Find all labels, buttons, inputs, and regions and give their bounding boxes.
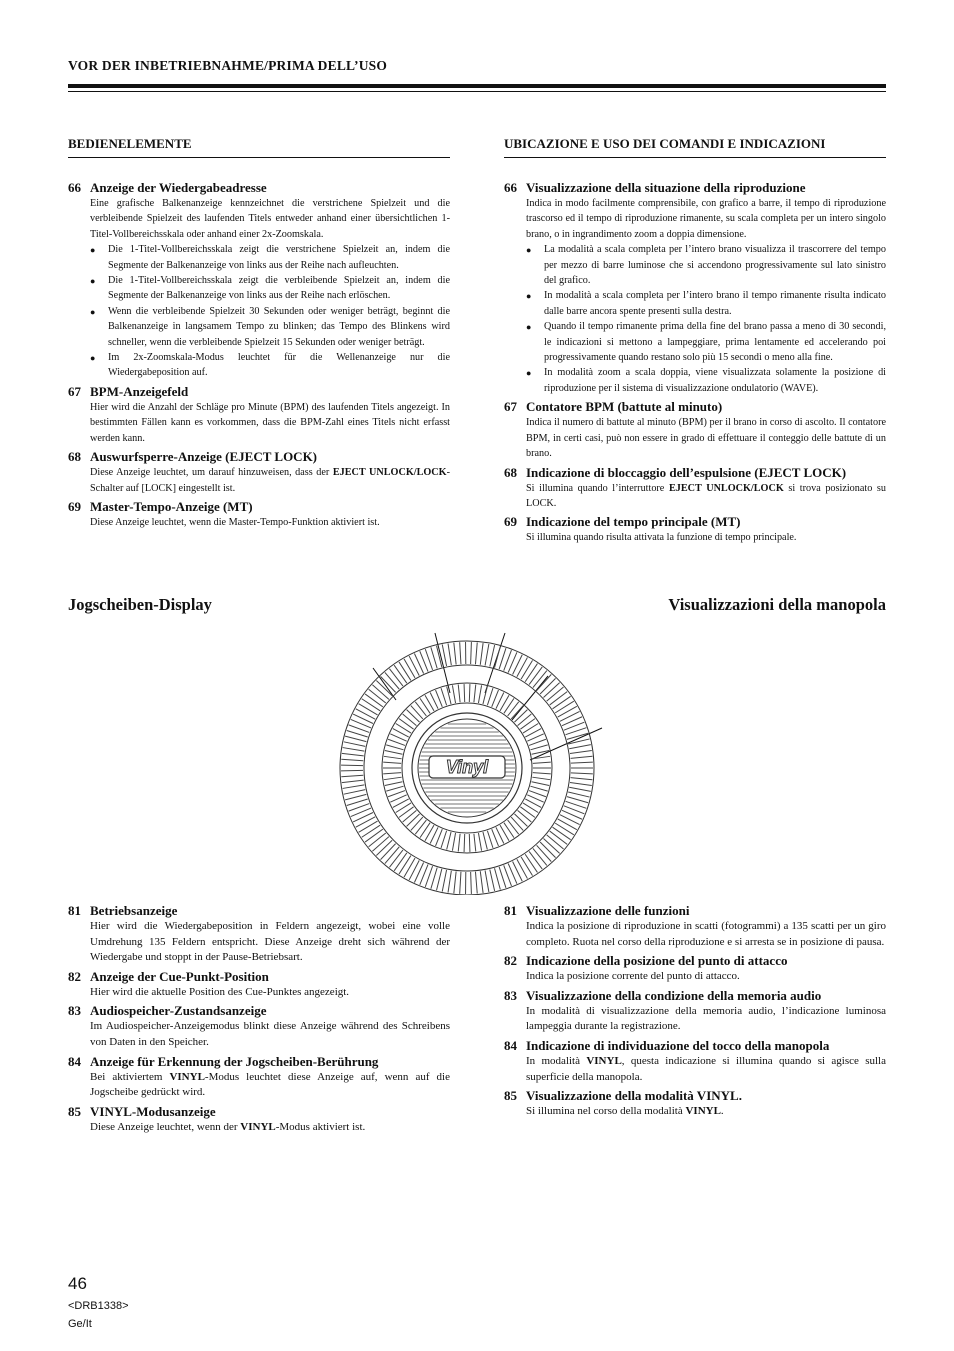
text-part: . <box>720 1105 724 1118</box>
bullet-text: Quando il tempo rimanente prima della fine del brano passa a meno di 30 secondi, le indicazioni si mettono a lampeggiare, prima lentamente ed accelerando poi progressivamente quando restano solo più 15 secondi o meno alla fine. <box>544 321 886 364</box>
entry-title: Visualizzazione della condizione della memoria audio <box>526 987 822 1003</box>
entry-68-left <box>68 449 450 496</box>
outer-tick <box>540 842 555 858</box>
entry-number: 85 <box>68 1103 81 1119</box>
inner-tick <box>458 684 460 702</box>
outer-tick <box>568 792 589 797</box>
entry-title: Audiospeicher-Zustandsanzeige <box>90 1003 267 1019</box>
outer-tick <box>543 683 559 698</box>
inner-tick <box>533 773 551 774</box>
bullet-icon: ● <box>90 306 96 317</box>
outer-tick <box>569 745 591 749</box>
entry-text: Indica il numero di battute al minuto (BPM) per il brano in corso di ascolto. Il contatore BPM, in certi casi, può non essere in grado di effettuare il conteggio delle battute di un brano. <box>526 417 886 460</box>
entry-text: Eine grafische Balkenanzeige kennzeichnet die verstrichene Spielzeit und die verbleibende Spielzeit des laufenden Titels entweder anhand einer übersichtlichen 1-Titel-Vollbereichsskala oder anhand einer 2x-Zoomskala. <box>90 198 450 240</box>
inner-tick <box>464 684 465 702</box>
bullet-icon: ● <box>90 245 96 256</box>
outer-tick <box>356 709 375 719</box>
entry-number: 66 <box>504 180 517 195</box>
inner-tick <box>415 820 426 834</box>
outer-tick <box>558 819 577 830</box>
inner-tick <box>411 817 423 830</box>
inner-tick <box>388 791 405 797</box>
outer-tick <box>431 868 437 889</box>
inner-tick <box>533 762 551 763</box>
outer-tick <box>547 687 564 701</box>
outer-tick <box>567 797 588 803</box>
outer-tick <box>409 860 419 880</box>
outer-tick <box>454 871 456 893</box>
inner-tick <box>478 833 481 851</box>
outer-tick <box>399 856 411 875</box>
entry-title: Indicazione di bloccaggio dell’espulsione (EJECT LOCK) <box>526 464 847 480</box>
outer-tick <box>345 736 366 742</box>
entry-text: Indica la posizione di riproduzione in scatti (fotogrammi) a 135 scatti per un giro completo. Ruota nel corso della riproduzione e si arresta se in posizione di pausa. <box>526 920 886 948</box>
inner-tick <box>529 791 546 797</box>
text-part: Bei aktiviertem <box>90 1070 170 1083</box>
jog-title-left: Jogscheiben-Display <box>68 595 212 614</box>
outer-tick <box>394 665 407 683</box>
outer-tick <box>362 699 380 711</box>
inner-tick <box>520 807 535 818</box>
outer-tick <box>431 647 437 668</box>
entry-text: Hier wird die Wiedergabeposition in Feldern angezeigt, wobei eine volle Umdrehung 135 Feldern entspricht. Diese Anzeige dreht sich während der Wiedergabe und stoppt in der Pause-Betriebsart. <box>90 920 450 964</box>
inner-tick <box>469 684 470 702</box>
entry-number: 67 <box>504 399 517 415</box>
outer-tick <box>341 759 363 761</box>
entry-number: 66 <box>68 180 81 195</box>
entry-number: 84 <box>68 1053 81 1069</box>
text-part: Si illumina quando l’interruttore <box>526 482 669 494</box>
entry-number: 81 <box>68 903 81 918</box>
entry-number: 82 <box>504 953 517 969</box>
entry-69-left <box>68 499 450 530</box>
outer-tick <box>490 869 495 890</box>
bullet-icon: ● <box>526 245 532 256</box>
bullet-item <box>90 273 450 304</box>
outer-tick <box>404 659 415 678</box>
bullet-icon: ● <box>526 291 532 302</box>
entry-69-right <box>504 514 886 545</box>
entry-title: Anzeige der Wiedergabeadresse <box>90 180 267 195</box>
outer-tick <box>521 857 532 876</box>
outer-tick <box>448 643 451 665</box>
outer-tick <box>376 840 392 855</box>
bullet-icon: ● <box>90 276 96 287</box>
entry-83-right <box>504 988 886 1035</box>
outer-tick <box>437 869 442 890</box>
entry-number: 82 <box>68 968 81 984</box>
entry-number: 83 <box>68 1003 81 1019</box>
entry-66-right <box>504 180 886 396</box>
inner-tick <box>464 834 465 852</box>
inner-tick <box>386 786 403 791</box>
outer-tick <box>540 678 555 694</box>
inner-tick <box>520 719 535 730</box>
outer-tick <box>376 680 392 695</box>
outer-tick <box>341 770 363 771</box>
outer-tick <box>359 704 378 715</box>
language-code: Ge/It <box>68 1318 92 1330</box>
outer-tick <box>571 756 593 758</box>
outer-tick <box>517 859 528 878</box>
left-lower-column <box>68 903 450 1135</box>
bullet-icon: ● <box>526 322 532 333</box>
outer-tick <box>533 671 547 688</box>
outer-tick <box>399 662 411 681</box>
outer-tick <box>570 782 592 785</box>
outer-tick <box>485 870 489 892</box>
entry-title: Anzeige der Cue-Punkt-Position <box>90 968 269 984</box>
inner-tick <box>530 786 547 791</box>
text-strong: VINYL <box>586 1054 622 1067</box>
bullet-text: Im 2x-Zoomskala-Modus leuchtet für die Wellenanzeige nur die Wiedergabeposition auf. <box>108 352 450 379</box>
entry-text <box>90 465 450 496</box>
entry-text <box>526 481 886 512</box>
outer-tick <box>495 868 501 889</box>
entry-text: Indica in modo facilmente comprensibile, con grafico a barre, il tempo di riproduzione trascorso ed il tempo di riproduzione rimanente, su scala completa per un intero singolo brano, o in ingrandimento zoom a doppia dimensione. <box>526 198 886 240</box>
entry-text: In modalità di visualizzazione della memoria audio, l’indicazione luminosa lampeggia durante la registrazione. <box>526 1004 886 1033</box>
inner-tick <box>487 831 493 848</box>
outer-tick <box>495 646 501 667</box>
entry-text <box>90 1070 450 1101</box>
inner-tick <box>530 745 547 750</box>
inner-tick <box>474 834 476 852</box>
entry-title: Visualizzazione della modalità VINYL. <box>526 1088 742 1104</box>
outer-tick <box>529 851 542 869</box>
entry-title: VINYL-Modusanzeige <box>90 1103 216 1119</box>
inner-tick <box>436 690 443 707</box>
outer-tick <box>409 656 419 676</box>
outer-tick <box>571 773 593 774</box>
text-strong: EJECT UNLOCK/LOCK <box>668 482 784 494</box>
outer-tick <box>365 829 383 842</box>
entry-title: Auswurfsperre-Anzeige (EJECT LOCK) <box>90 449 318 465</box>
right-lower-column <box>504 903 886 1120</box>
entry-title: Visualizzazione della situazione della riproduzione <box>526 180 806 195</box>
inner-tick <box>492 829 499 846</box>
outer-tick <box>499 648 506 669</box>
outer-tick <box>369 689 386 703</box>
text-strong: VINYL <box>169 1070 205 1083</box>
outer-tick <box>555 701 574 713</box>
entry-85-left <box>68 1104 450 1136</box>
text-part: Si illumina nel corso della modalità <box>526 1105 686 1118</box>
entry-84-right <box>504 1038 886 1085</box>
bullet-text: In modalità a scala completa per l’intero brano il tempo rimanente risulta indicato dalle barre ancora spente presenti sulla destra. <box>544 290 886 317</box>
outer-tick <box>404 858 415 877</box>
outer-tick <box>521 660 532 679</box>
outer-tick <box>385 672 399 689</box>
entry-text <box>90 1120 450 1136</box>
inner-tick <box>383 762 401 763</box>
inner-tick <box>403 810 417 822</box>
outer-tick <box>343 748 365 752</box>
inner-tick <box>518 714 532 726</box>
text-part: -Modus leuchtet diese Anzeige auf, wenn auf die Jogscheibe gedrückt wird. <box>90 1070 450 1099</box>
outer-tick <box>499 867 506 888</box>
outer-tick <box>490 645 495 666</box>
outer-tick <box>570 750 592 753</box>
entry-66-left <box>68 180 450 381</box>
entry-82-right <box>504 953 886 985</box>
outer-tick <box>475 872 477 894</box>
entry-number: 68 <box>68 449 81 465</box>
outer-tick <box>471 642 472 664</box>
bullet-item <box>526 288 886 319</box>
entry-83-left <box>68 1003 450 1050</box>
entry-title: Indicazione del tempo principale (MT) <box>526 514 741 530</box>
outer-tick <box>385 847 399 864</box>
outer-tick <box>341 775 363 777</box>
entry-67-right <box>504 399 886 461</box>
bullet-icon: ● <box>526 368 532 379</box>
inner-tick <box>441 688 447 705</box>
entry-number: 85 <box>504 1088 517 1104</box>
outer-tick <box>347 799 368 806</box>
outer-tick <box>381 844 396 860</box>
outer-tick <box>362 825 380 837</box>
outer-tick <box>454 643 456 665</box>
outer-tick <box>550 692 567 705</box>
outer-tick <box>342 780 364 783</box>
inner-tick <box>483 832 487 849</box>
outer-tick <box>529 667 542 685</box>
outer-tick <box>569 787 591 791</box>
outer-tick <box>553 827 571 840</box>
entry-title: Visualizzazione delle funzioni <box>526 903 690 918</box>
entry-85-right <box>504 1088 886 1120</box>
callout-leader-line <box>530 728 602 760</box>
entry-84-left <box>68 1054 450 1101</box>
inner-tick <box>407 710 420 723</box>
outer-tick <box>389 850 403 867</box>
bullet-text: Die 1-Titel-Vollbereichsskala zeigt die verstrichene Spielzeit an, indem die Segmente der Balkenanzeige von links aus der Reihe nach aufleuchten. <box>108 244 450 271</box>
entry-81-right <box>504 903 886 950</box>
entry-title: Anzeige für Erkennung der Jogscheiben-Berührung <box>90 1053 379 1069</box>
inner-tick <box>383 773 401 774</box>
text-part: -Modus aktiviert ist. <box>275 1120 366 1133</box>
entry-68-right <box>504 465 886 512</box>
entry-number: 83 <box>504 987 517 1003</box>
outer-tick <box>460 872 461 894</box>
outer-tick <box>553 696 571 709</box>
outer-tick <box>372 837 389 852</box>
inner-tick <box>508 820 519 834</box>
jog-dial-illustration <box>335 625 625 895</box>
inner-tick <box>469 834 470 852</box>
outer-tick <box>547 835 564 849</box>
inner-tick <box>441 831 447 848</box>
header-rule-thick <box>68 84 886 88</box>
inner-tick <box>483 686 487 703</box>
bullet-item <box>526 365 886 396</box>
entry-text: Hier wird die Anzahl der Schläge pro Minute (BPM) des laufenden Titels angezeigt. In bestimmten Fällen kann es vorkommen, dass die BPM-Zahl eines Titels nicht erfasst werden kann. <box>90 401 450 444</box>
entry-title: Indicazione di individuazione del tocco della manopola <box>526 1037 830 1053</box>
outer-tick <box>537 845 552 861</box>
inner-tick <box>399 807 414 818</box>
header-title: VOR DER INBETRIEBNAHME/PRIMA DELL’USO <box>68 58 388 73</box>
entry-number: 68 <box>504 464 517 480</box>
outer-tick <box>394 853 407 871</box>
section-title-right: UBICAZIONE E USO DEI COMANDI E INDICAZIONI <box>504 136 886 158</box>
text-part: , questa indicazione si illumina quando si agisce sulla superficie della manopola. <box>526 1054 886 1083</box>
outer-tick <box>460 642 461 664</box>
text-strong: EJECT UNLOCK/LOCK <box>332 467 447 479</box>
inner-tick <box>415 702 426 716</box>
callout-leader-line <box>485 633 505 693</box>
entry-title: Betriebsanzeige <box>90 903 178 918</box>
outer-tick <box>442 870 446 892</box>
entry-text <box>526 1054 886 1085</box>
outer-tick <box>560 815 580 825</box>
header-rule-thin <box>68 91 886 92</box>
outer-tick <box>448 871 451 893</box>
outer-tick <box>365 694 383 707</box>
entry-text: Diese Anzeige leuchtet, wenn die Master-Tempo-Funktion aktiviert ist. <box>90 516 380 528</box>
inner-tick <box>385 782 403 786</box>
inner-tick <box>532 782 550 786</box>
inner-tick <box>511 817 523 830</box>
inner-tick <box>399 719 414 730</box>
outer-tick <box>475 642 477 664</box>
outer-tick <box>341 765 363 766</box>
inner-tick <box>384 756 402 759</box>
entry-number: 84 <box>504 1037 517 1053</box>
bullet-item <box>90 350 450 381</box>
outer-tick <box>342 753 364 756</box>
inner-tick <box>529 739 546 745</box>
entry-67-left <box>68 384 450 446</box>
bullet-item <box>526 319 886 365</box>
bullet-icon: ● <box>90 353 96 364</box>
outer-tick <box>543 838 559 853</box>
inner-tick <box>385 751 403 755</box>
outer-tick <box>381 676 396 692</box>
outer-tick <box>344 742 366 747</box>
entry-text: Im Audiospeicher-Anzeigemodus blinkt diese Anzeige während des Schreibens von Daten in den Speicher. <box>90 1020 450 1048</box>
text-part: si trova posizionato su LOCK. <box>526 482 886 509</box>
inner-tick <box>436 829 443 846</box>
entry-text: Si illumina quando risulta attivata la funzione di tempo principale. <box>526 532 797 544</box>
entry-82-left <box>68 969 450 1001</box>
inner-tick <box>474 684 476 702</box>
bullet-text: La modalità a scala completa per l’intero brano visualizza il trascorrere del tempo per mezzo di barre luminose che si accendono progressivamente sul lato sinistro del grafico. <box>544 244 886 287</box>
inner-tick <box>518 810 532 822</box>
outer-tick <box>480 643 483 665</box>
outer-tick <box>359 821 378 832</box>
page-number: 46 <box>68 1274 87 1293</box>
outer-tick <box>571 778 593 780</box>
bullet-item <box>526 242 886 288</box>
entry-title: Indicazione della posizione del punto di attacco <box>526 953 788 969</box>
bullet-item <box>90 242 450 273</box>
entry-81-left <box>68 903 450 966</box>
outer-tick <box>560 711 580 721</box>
entry-title: Master-Tempo-Anzeige (MT) <box>90 498 253 514</box>
outer-tick <box>525 854 537 872</box>
outer-tick <box>571 762 593 763</box>
entry-number: 69 <box>68 498 81 514</box>
outer-tick <box>525 664 537 682</box>
entry-text <box>526 1104 886 1120</box>
outer-tick <box>345 794 366 800</box>
entry-number: 69 <box>504 514 517 530</box>
text-strong: VINYL <box>240 1120 276 1133</box>
inner-tick <box>514 710 527 723</box>
bullet-text: Die 1-Titel-Vollbereichsskala zeigt die verbleibende Spielzeit an, indem die Segmente der Balkenanzeige von links aus der Reihe nach erlöschen. <box>108 275 450 302</box>
bullet-text: In modalità zoom a scala doppia, viene visualizzata solamente la posizione di riproduzione per il sistema di visualizzazione ondulatorio (WAVE). <box>544 367 886 394</box>
outer-tick <box>471 872 472 894</box>
entry-number: 67 <box>68 383 81 399</box>
right-column <box>504 136 886 546</box>
outer-tick <box>537 674 552 690</box>
outer-tick <box>356 817 375 827</box>
inner-tick <box>388 739 405 745</box>
inner-tick <box>403 714 417 726</box>
bullet-item <box>90 304 450 350</box>
outer-tick <box>347 730 368 737</box>
text-strong: VINYL <box>685 1105 721 1118</box>
outer-tick <box>555 823 574 835</box>
inner-tick <box>452 833 455 851</box>
outer-tick <box>550 831 567 844</box>
outer-tick <box>558 706 577 717</box>
vinyl-logo: Vinyl <box>445 757 489 777</box>
text-part: Diese Anzeige leuchtet, wenn der <box>90 1120 241 1133</box>
outer-tick <box>344 790 366 795</box>
entry-title: Contatore BPM (battute al minuto) <box>526 399 723 415</box>
document-code: <DRB1338> <box>68 1300 129 1312</box>
inner-tick <box>386 745 403 750</box>
inner-tick <box>384 777 402 780</box>
entry-title: BPM-Anzeigefeld <box>90 383 189 399</box>
inner-tick <box>452 685 455 703</box>
inner-tick <box>511 706 523 719</box>
outer-tick <box>533 848 547 865</box>
left-column <box>68 136 450 530</box>
text-part: -Schalter auf [LOCK] eingestellt ist. <box>90 467 450 494</box>
text-part: In modalità <box>526 1054 587 1067</box>
outer-tick <box>343 785 365 789</box>
text-part: Diese Anzeige leuchtet, um darauf hinzuweisen, dass der <box>90 467 333 479</box>
inner-tick <box>487 688 493 705</box>
bullet-text: Wenn die verbleibende Spielzeit 30 Sekunden oder weniger beträgt, beginnt die Balkenanzeige in langsamem Tempo zu blinken; das Tempo des Blinkens wird schneller, wenn die verbleibende Spielzeit 15 Sekunden oder weniger beträgt. <box>108 305 450 348</box>
inner-tick <box>514 814 527 827</box>
outer-tick <box>517 657 528 676</box>
entry-number: 81 <box>504 903 517 918</box>
jog-title-right: Visualizzazioni della manopola <box>668 595 886 614</box>
inner-tick <box>407 814 420 827</box>
inner-tick <box>447 832 451 849</box>
page-header <box>68 58 886 74</box>
entry-text: Indica la posizione corrente del punto di attacco. <box>526 970 740 983</box>
entry-text: Hier wird die aktuelle Position des Cue-Punktes angezeigt. <box>90 985 350 998</box>
outer-tick <box>480 871 483 893</box>
outer-tick <box>485 644 489 666</box>
inner-tick <box>478 685 481 703</box>
inner-tick <box>411 706 423 719</box>
outer-tick <box>369 833 386 847</box>
inner-tick <box>458 834 460 852</box>
outer-tick <box>389 669 403 686</box>
section-title-left: BEDIENELEMENTE <box>68 136 450 158</box>
inner-tick <box>492 690 499 707</box>
inner-tick <box>532 777 550 780</box>
